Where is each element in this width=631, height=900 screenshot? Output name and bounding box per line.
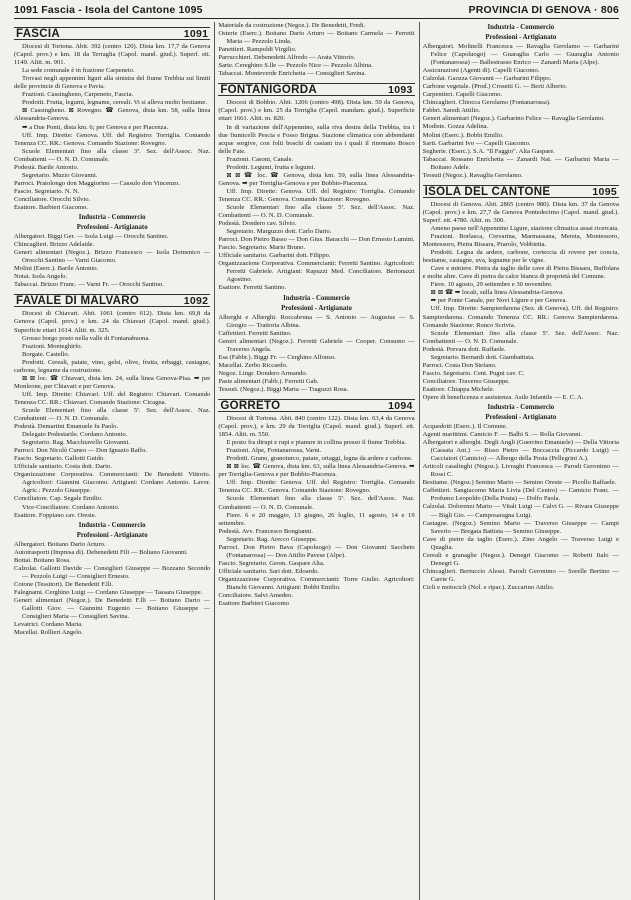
entry-paragraph: Parroci. Don Pietro Bava (Capoluogo) — Don Giovanni Saccheto (Fontanarossa) — Don Attilio Pavese (Alpe).	[218, 543, 415, 559]
entry-paragraph: Conciliatore. Cap. Segale Emilio.	[14, 495, 103, 503]
entry-paragraph: Articoli casalinghi (Negoz.). Livraghi Francesca — Parodi Geronimo — Rossi C.	[422, 463, 619, 479]
entry-paragraph: Macellai. Rollieri Angelo.	[14, 629, 83, 637]
entry-paragraph: Vice-Conciliatore. Cordano Antonio.	[22, 503, 120, 511]
municipality-number: 1092	[183, 295, 209, 308]
entry-paragraph: Cotone (Tessitori). De Benedetti F.lli.	[14, 580, 114, 588]
entry-paragraph: Chincaglieri. Brizzo Adelaide.	[14, 241, 95, 249]
entry-paragraph: Trovasi negli appennini liguri alla sinistra del fiume Trebbia sui limiti delle provincie di Genova e Pavia.	[14, 75, 211, 91]
entry-paragraph: Carpentieri. Capelli Giacomo.	[422, 91, 503, 99]
entry-paragraph: Albergatori. Boitano Dario Arturo.	[14, 540, 106, 548]
entry-paragraph: In di variazione dell'Appennino, sulla riva destra della Trebbia, tra i due fiumicelli Pescia e Fosso Brigna. Stazione climatica con abbondanti acque sorgive, con folti boschi di castani tra i quali il rinomato Bosco delle Fate.	[218, 123, 415, 155]
entry-paragraph: Segretario. Rag. Macchiavello Giovanni.	[22, 439, 131, 447]
entry-paragraph: Fascio. Segretario. Mario Bruno.	[218, 244, 306, 252]
entry-paragraph: Parroci. Don Nicolò Cuneo — Don Ignazio Raffo.	[14, 447, 148, 455]
entry-paragraph: Diocesi di Chiavari. Abit. 1061 (centro 612). Dista km. 69,8 da Genova (Capol. prov.) e km. 24 da Chiavari (Capol. mand. giud.). Superficie ettari 1614. Altit. m. 325.	[14, 310, 211, 334]
entry-paragraph: Scuole Elementari fino alla classe 5ª. Sez. dell'Assoc. Naz. Combattenti — O. N. D. Comunale.	[218, 203, 415, 220]
entry-paragraph: Uff. Imp. Dirette: Genova. Uff. del Registro: Torriglia. Comando Tenenza CC. RR.: Genova. Comando Stazione: Rovegno.	[14, 131, 211, 147]
columns	[14, 22, 619, 900]
entry-paragraph: Prodotti. Grano, granoturco, patate, ortaggi, legna da ardere e carbone.	[226, 455, 413, 463]
entry-paragraph: Fascio. Segretario. N. N.	[14, 187, 80, 195]
entry-paragraph: Esa (Fabbr.). Biggi Fr. — Cerghino Alfonso.	[218, 353, 336, 361]
entry-paragraph: ⊠ ⊠ ☎ ➡ locali, sulla linea Alessandria-Genova.	[430, 289, 564, 297]
municipality-heading	[218, 83, 414, 96]
entry-paragraph: Panettieri. Rampoldi Virgilio.	[218, 46, 297, 54]
section-subheading: Professioni - Artigianato	[281, 304, 352, 312]
column-3	[419, 22, 619, 900]
entry-paragraph: Frazioni. Borlasca, Crevarina, Marmassana, Mereta, Montessoro, Montessoro, Pietra Bissara, Prarolo, Vobbietta.	[422, 233, 619, 249]
entry-paragraph: Alberghi e Alberghi. Roccabruna — S. Antonio — Augustus — S. Giorgio — Trattoria Albina.	[218, 313, 415, 329]
entry-paragraph: Tabaccai. Monteverde Enrichetta — Consiglieri Savina.	[218, 70, 366, 78]
entry-paragraph: Bestiame. (Negoz.) Semino Mario — Semino Oreste — Picollo Raffaele.	[422, 479, 617, 487]
entry-paragraph: Esattore. Ferretti Santino.	[218, 284, 287, 292]
entry-paragraph: Chincaglieri. Bertuccio Alessi. Parodi Geronimo — Sorelle Bertino — Carrie G.	[422, 567, 619, 583]
entry-paragraph: Scuole Elementari fino alla classe 5ª. Sez. dell'Assoc. Naz. Combattenti — O. N. D. Comunale.	[422, 329, 619, 345]
entry-paragraph: Podestà. Barile Antonio.	[14, 163, 79, 171]
entry-paragraph: Uff. Imp. Dirette: Sampierdarena (Sez. di Genova). Uff. del Registro: Sampierdarena. Comando Tenenza CC. RR.: Genova Sampierdarena. Comando Stazione: Ronco Scrivia.	[422, 305, 619, 329]
entry-paragraph: Agenti marittimi. Camicio F. — Balbi S. — Rolla Giovanni.	[422, 431, 583, 439]
entry-paragraph: Parroci. Costa Don Stefano.	[422, 361, 497, 369]
entry-paragraph: Conciliatore. Orocchi Silvio.	[14, 195, 91, 203]
entry-paragraph: Tessuti (Negoz.). Ravaglia Gerolamo.	[422, 171, 523, 179]
municipality-name: GORRETO	[220, 399, 281, 412]
entry-paragraph: Tessuti. (Negoz.). Biggi Maria — Traguzzi Rosa.	[218, 385, 349, 393]
entry-paragraph: Prodotti. Legna da ardere, carbone, corteccia di rovere per concia, bestiame, castagne, uva, legname per le vigne.	[422, 249, 619, 265]
entry-paragraph: Diocesi di Bobbio. Abit. 1206 (centro 498). Dista km. 59 da Genova, (Capol. prov.) e km. 25 da Torriglia (Capol. mandam. giud.). Superficie ettari 1661. Altit. m. 820.	[218, 99, 415, 123]
entry-paragraph: Segretario. Marguzzo dott. Carlo Dario.	[226, 228, 332, 236]
municipality-name: ISOLA DEL CANTONE	[424, 185, 551, 198]
entry-paragraph: Fiere. 10 agosto, 29 settembre e 30 novembre.	[430, 281, 553, 289]
entry-paragraph: Ufficiale sanitario. Costa dott. Dario.	[14, 463, 112, 471]
entry-paragraph: Esattore Barbieri Giacomo	[218, 600, 290, 608]
entry-paragraph: Scuole Elementari fino alla classe 5ª. Sez. dell'Assoc. Naz. Combattenti — O. N. D. Comunale.	[14, 406, 211, 423]
entry-paragraph: Organizzazione Corporativa. Commercianti: Ferretti Santino. Agricoltori: Ferretti Gabriele. Artigiani: Rapuzzi Med. Conciliatore. Bertonazzi Agostino.	[218, 260, 415, 284]
section-subheading: Industria - Commercio	[283, 294, 350, 302]
entry-paragraph: Borgate. Castello.	[22, 350, 70, 358]
entry-paragraph: Prodotti. Cereali, patate, vino, gelsi, olive, frutta, erbaggi, castagne, carbone, legname da costruzione.	[14, 358, 211, 374]
municipality-number: 1094	[388, 399, 413, 412]
entry-paragraph: ⊠ Cassingheno. ⊠ Rovegno. ☎ Genova, dista km. 58, sulla linea Alessandria-Genova.	[14, 107, 211, 123]
municipality-heading	[14, 294, 210, 307]
municipality-heading	[14, 27, 210, 40]
entry-paragraph: Frazioni. Monteghirfo.	[22, 342, 83, 350]
entry-paragraph: ⊠ ⊠ loc. ☎ Genova, dista km. 63, sulla linea Alessandria-Genova. ➡ per Torriglia-Genova e per Bobbio-Piacenza.	[218, 463, 415, 479]
entry-paragraph: Parroci. Don Pietro Basso — Don Gius. Baracchi — Don Ernesto Lumini.	[218, 236, 415, 244]
entry-paragraph: Cave e miniere. Pietra da taglio delle cave di Pietra Bissara, Buffolara e molte altre. Cave di pietra da calce bianca di proprietà del Comune.	[422, 265, 619, 281]
entry-paragraph: Scuole Elementari fino alla classe 3ª. Sez. dell'Assoc. Naz. Combattenti — O. N. D. Comunale.	[14, 147, 211, 163]
entry-paragraph: Generi alimentari (Negoz.). Ferretti Gabriele — Cooper. Consumo — Traverso Angela.	[218, 337, 415, 353]
entry-paragraph: Chincaglieri. Chiocca Gerolamo (Fontanarossa).	[422, 99, 551, 107]
entry-paragraph: Albergatori e alberghi. Degli Angli (Guerrino Emanuele) — Della Vittoria (Cassata Ant.) — Risso Pietro — Boccaccia (Piccardo Luigi) — Cacciatori (Camicio) — Albergo della Posta (Pellegrini A.).	[422, 439, 619, 463]
entry-paragraph: Parrucchieri. Debenedetti Alfredo — Arata Vittorio.	[218, 54, 356, 62]
entry-paragraph: Cicli e motocicli (Nol. e ripar.). Zuccarino Attilio.	[422, 583, 555, 591]
entry-paragraph: Uff. Imp. Dirette: Genova. Uff. del Registro: Torriglia. Comando Tenenza CC. RR.: Genova. Comando Stazione: Rovegno.	[218, 187, 415, 203]
entry-paragraph: Diocesi di Genova. Abit. 2865 (centro 980). Dista km. 37 da Genova (Capol. prov.) e km. 27,7 da Genova Pontedecimo (Capol. mand. giud.). Superf. ett. 4780. Altit. m. 300.	[422, 200, 619, 224]
entry-paragraph: ➡ a Due Ponti, dista km. 6; per Genova e per Piacenza.	[22, 123, 169, 131]
entry-paragraph: Fiere. 6 e 20 maggio, 13 giugno, 26 luglio, 11 agosto, 14 e 19 settembre.	[218, 511, 415, 527]
header-right: PROVINCIA DI GENOVA · 806	[468, 4, 619, 16]
entry-paragraph: Frazioni. Casoni, Canale.	[226, 155, 294, 163]
entry-paragraph: Fascio. Segretario. Geom. Gaspare Alta.	[218, 559, 325, 567]
entry-paragraph: Negoz. Lingr. Dondero Armando.	[218, 369, 308, 377]
entry-paragraph: Esattore. Chiappa Michele.	[422, 385, 495, 393]
municipality-number: 1091	[183, 28, 209, 40]
entry-paragraph: Grosso borgo posto nella valle di Fontanabuona.	[22, 334, 150, 342]
entry-paragraph: Diocesi di Tortona. Abit. 392 (centro 120). Dista km. 17,7 da Genova (Capol. prov.) e km. 18 da Terraglia (Capol. mand. giud.). Superf. ett. 1149. Altit. m. 901.	[14, 43, 211, 67]
entry-paragraph: Autotrasporti (Impresa di). Debenedetti Fili — Boltano Giovanni.	[14, 548, 188, 556]
entry-paragraph: Sarti. Garbarini Ivo — Capelli Giacomo.	[422, 139, 531, 147]
entry-paragraph: Organizzazione Corporativa. Commercianti: Torre Giulio. Agricoltori: Bianchi Giovanni. Artigiani: Bobbi Emilio.	[218, 575, 415, 591]
entry-paragraph: Materiale da costruzione (Negoz.). De Benedetti, Fredi.	[218, 22, 366, 29]
entry-paragraph: Generi alimentari (Negoz.). Brizzo Francesco — Isola Domenico — Orocchi Santino — Varni Giacomo.	[14, 249, 211, 265]
entry-paragraph: Paste alimentari (Fabb.). Ferretti Gab.	[218, 377, 319, 385]
entry-paragraph: Podestà. Avv. Francesco Bongianni.	[218, 527, 314, 535]
entry-paragraph: Macellai. Zerbo Riccardo.	[218, 361, 288, 369]
entry-paragraph: Podestà. Demartini Emanuele fu Paolo.	[14, 423, 119, 431]
entry-paragraph: Acquedotti (Eserc.). Il Comune.	[422, 423, 508, 431]
entry-paragraph: Castagne. (Negoz.) Semino Mario — Traverso Giuseppe — Campi Saverio — Bregata Battista — Semino Giuseppe.	[422, 519, 619, 535]
entry-paragraph: Osterie (Eserc.). Boitano Dario Arturo — Boitano Carmela — Ferretti Maria — Pezzolo Linda.	[218, 30, 415, 46]
entry-paragraph: Modiste. Gozza Adelina.	[422, 123, 489, 131]
section-subheading: Professioni - Artigianato	[76, 531, 148, 539]
entry-paragraph: Parroci. Pratolongo don Maggiorino — Cassulo don Vincenzo.	[14, 179, 180, 187]
municipality-name: FASCIA	[16, 28, 60, 40]
entry-paragraph: ⊠ ⊠ ☎ loc. ☎ Genova, dista km. 59, sulla linea Alessandria-Genova. ➡ per Torriglia-Genova e per Bobbio-Piacenza.	[218, 171, 415, 187]
entry-paragraph: Ameno paese nell'Appennino Ligure, stazione climatica assai ricercata.	[430, 224, 619, 232]
entry-paragraph: Esattore. Foppiano cav. Oreste.	[14, 511, 97, 519]
entry-paragraph: Levatrici. Cordano Maria.	[14, 621, 83, 629]
section-subheading: Industria - Commercio	[78, 521, 146, 529]
page-header	[14, 4, 619, 19]
entry-paragraph: Generi alimentari (Negoz.). Garbarino Felice — Ravaglia Gerolamo.	[422, 115, 605, 123]
section-subheading: Industria - Commercio	[487, 404, 555, 412]
entry-paragraph: Segretario. Bernardi dott. Giambattista.	[430, 353, 535, 361]
entry-paragraph: Calzolai. Gallotti Davide — Consiglieri Giuseppe — Bozzano Secondo — Pezzolo Luigi — Consiglieri Ernesto.	[14, 564, 211, 580]
section-subheading: Industria - Commercio	[78, 214, 146, 222]
entry-paragraph: Ufficiale sanitario. Garbarini dott. Filippo.	[218, 252, 331, 260]
entry-paragraph: Scuole Elementari fino alla classe 5ª. Sez. dell'Assoc. Naz. Combattenti — O. N. D. Comunale.	[218, 495, 415, 511]
entry-paragraph: Molini (Eserc.). Bobbi Emilio.	[422, 131, 504, 139]
municipality-heading	[218, 399, 414, 412]
entry-paragraph: Podestà. Dondero cav. Silvio.	[218, 220, 297, 228]
entry-paragraph: Conciliatore. Traverso Giuseppe.	[422, 377, 510, 385]
entry-paragraph: Cereali e granaglie (Negoz.). Denegri Giacomo — Roberti Italo — Denegri G.	[422, 551, 619, 567]
municipality-name: FONTANIGORDA	[220, 84, 317, 97]
entry-paragraph: Delegato Podestarile. Cordano Antonio.	[22, 431, 128, 439]
entry-paragraph: Conciliatore. Salvi Amedeo.	[218, 592, 294, 600]
entry-paragraph: Segretario. Rag. Arecco Giuseppe.	[226, 535, 318, 543]
column-2	[214, 22, 414, 900]
entry-paragraph: Esattore. Barbieri Giacomo.	[14, 203, 88, 211]
municipality-name: FAVALE DI MALVARO	[16, 295, 140, 308]
entry-paragraph: Assicurazioni (Agenti di). Capelli Giacomo.	[422, 67, 540, 75]
entry-paragraph: Albergatori. Molinelli Francesca — Ravaglia Gerolamo — Garbarini Felice (Capoluogo) — Guaraglia Carlo — Guaraglia Antonio (Fontanarossa) — Ballestrasso Enrico — Zanardi Maria (Alpe).	[422, 43, 619, 67]
entry-paragraph: Generi alimentari (Negoz.). De Benedetti F.lli — Boitano Dario — Gallotti Giov. — Giannini Eugenio — Boitano Giuseppe — Consiglieri Maria — Consiglieri Savina.	[14, 596, 211, 621]
entry-paragraph: Sarte. Cereghino S.lle — Pezzolo Nice — Pezzolo Albina.	[218, 62, 373, 70]
entry-paragraph: Organizzazione Corporativa. Commercianti: De Benedetti Vittorio. Agricoltori: Giannini Giacomo. Artigiani: Cordano Antonio. Lavor. Agric.: Pezzolo Giuseppe.	[14, 471, 211, 495]
entry-paragraph: Tabaccai. Rossano Enrichetta — Zanardi Nat. — Garbarini Maria — Boitano Adele.	[422, 155, 619, 171]
entry-paragraph: Falegnami. Cerghino Luigi — Cordano Giuseppe — Tassara Giuseppe.	[14, 588, 203, 596]
entry-paragraph: Fascio. Segretario. Cent. Pugni cav. C.	[422, 369, 525, 377]
column-1	[14, 22, 210, 900]
entry-paragraph: Bottai. Boitano Rosa.	[14, 556, 71, 564]
entry-paragraph: Segherie. (Eserc.). S.A. "Il Faggio". Alta Gaspare.	[422, 147, 555, 155]
entry-paragraph: Calzolai. Dolorenzi Mario — Vitali Luigi — Calvi G. — Rivara Giuseppe — Bigli Gio. — Camposaragna Luigi.	[422, 503, 619, 519]
entry-paragraph: Molini (Eserc.). Barile Antonio.	[14, 265, 99, 273]
entry-paragraph: Ufficiale sanitario. Sari dott. Edoardo.	[218, 567, 320, 575]
entry-paragraph: Caffettieri. Sangiacomo Maria Livia (Del Centro) — Camicio Franc. — Profumo Leopoldo (Della Posta) — Dolfo Paola.	[422, 487, 619, 503]
entry-paragraph: Prodotti. Legumi, frutta e legumi.	[226, 163, 316, 171]
entry-paragraph: Notai. Isola Angelo.	[14, 273, 68, 281]
municipality-heading	[423, 185, 619, 198]
entry-paragraph: Segretario. Muzio Giovanni.	[22, 171, 98, 179]
entry-paragraph: Albergatori. Biggi Ger. — Isola Luigi — Orocchi Santino.	[14, 233, 169, 241]
entry-paragraph: Caffettieri. Ferretti Santino.	[218, 329, 292, 337]
entry-paragraph: La sede comunale è in frazione Carpeneto.	[22, 67, 135, 75]
entry-paragraph: Opere di beneficenza e assistenza. Asilo Infantile — E. C. A.	[422, 393, 584, 401]
entry-paragraph: Calzolai. Gaozza Giovanni — Garbarini Filippo.	[422, 75, 552, 83]
entry-paragraph: E posto fra dirupi e rupi e pianure in collina presso il fiume Trebbia.	[226, 439, 407, 447]
entry-paragraph: Fabbri. Saredi Attilio.	[422, 107, 481, 115]
section-subheading: Professioni - Artigianato	[76, 224, 148, 232]
entry-paragraph: Cave di pietre da taglio (Eserc.). Zino Angelo — Traverso Luigi e Quaglia.	[422, 535, 619, 551]
entry-paragraph: Frazioni. Alpe, Fontanarossa, Varni.	[226, 447, 322, 455]
section-subheading: Industria - Commercio	[487, 24, 555, 31]
header-left: 1091 Fascia - Isola del Cantone 1095	[14, 4, 203, 16]
section-subheading: Professioni - Artigianato	[485, 414, 557, 422]
entry-paragraph: Podestà. Prevara dott. Raffaele.	[422, 345, 506, 353]
entry-paragraph: Carbone vegetale. (Prod.) Crosetti G. — Berti Alberto.	[422, 83, 568, 91]
entry-paragraph: Frazioni. Cassingheno, Carpeneto, Fascia.	[22, 91, 134, 99]
entry-paragraph: ⊠ ⊠ loc. ☎ Chiavari, dista km. 24, sulla linea Genova-Pisa. ➡ per Monleone, per Chiavari e per Genova.	[14, 374, 211, 390]
municipality-number: 1095	[592, 185, 617, 198]
entry-paragraph: Tabaccai. Brizzo Franc. — Varni Fr. — Orocchi Santino.	[14, 281, 164, 289]
entry-paragraph: Uff. Imp. Dirette: Chiavari. Uff. del Registro: Chiavari. Comando Tenenza CC. RR.: Chiavari. Comando Stazione: Cicagna.	[14, 390, 211, 406]
entry-paragraph: Uff. Imp. Dirette: Genova. Uff. del Registro: Torriglia. Comando Tenenza CC. RR.: Genova. Comando Stazione: Rovegno.	[218, 479, 415, 495]
section-subheading: Professioni - Artigianato	[485, 34, 557, 41]
municipality-number: 1093	[388, 84, 413, 97]
entry-paragraph: Fascio. Segretario. Gallotti Guido.	[14, 455, 105, 463]
entry-paragraph: Diocesi di Tortona. Abit. 840 (centro 122). Dista km. 63,4 da Genova (Capol. prov.), e km. 29 da Torriglia (Capol. mand. giud.). Superf. ett. 1854. Altit. m. 550.	[218, 415, 415, 439]
entry-paragraph: ➡ per Ponte Canale, per Novi Ligure e per Genova.	[430, 297, 568, 305]
entry-paragraph: Prodotti. Frutta, legumi, legname, cereali. Vi si alleva molto bestiame.	[22, 99, 207, 107]
